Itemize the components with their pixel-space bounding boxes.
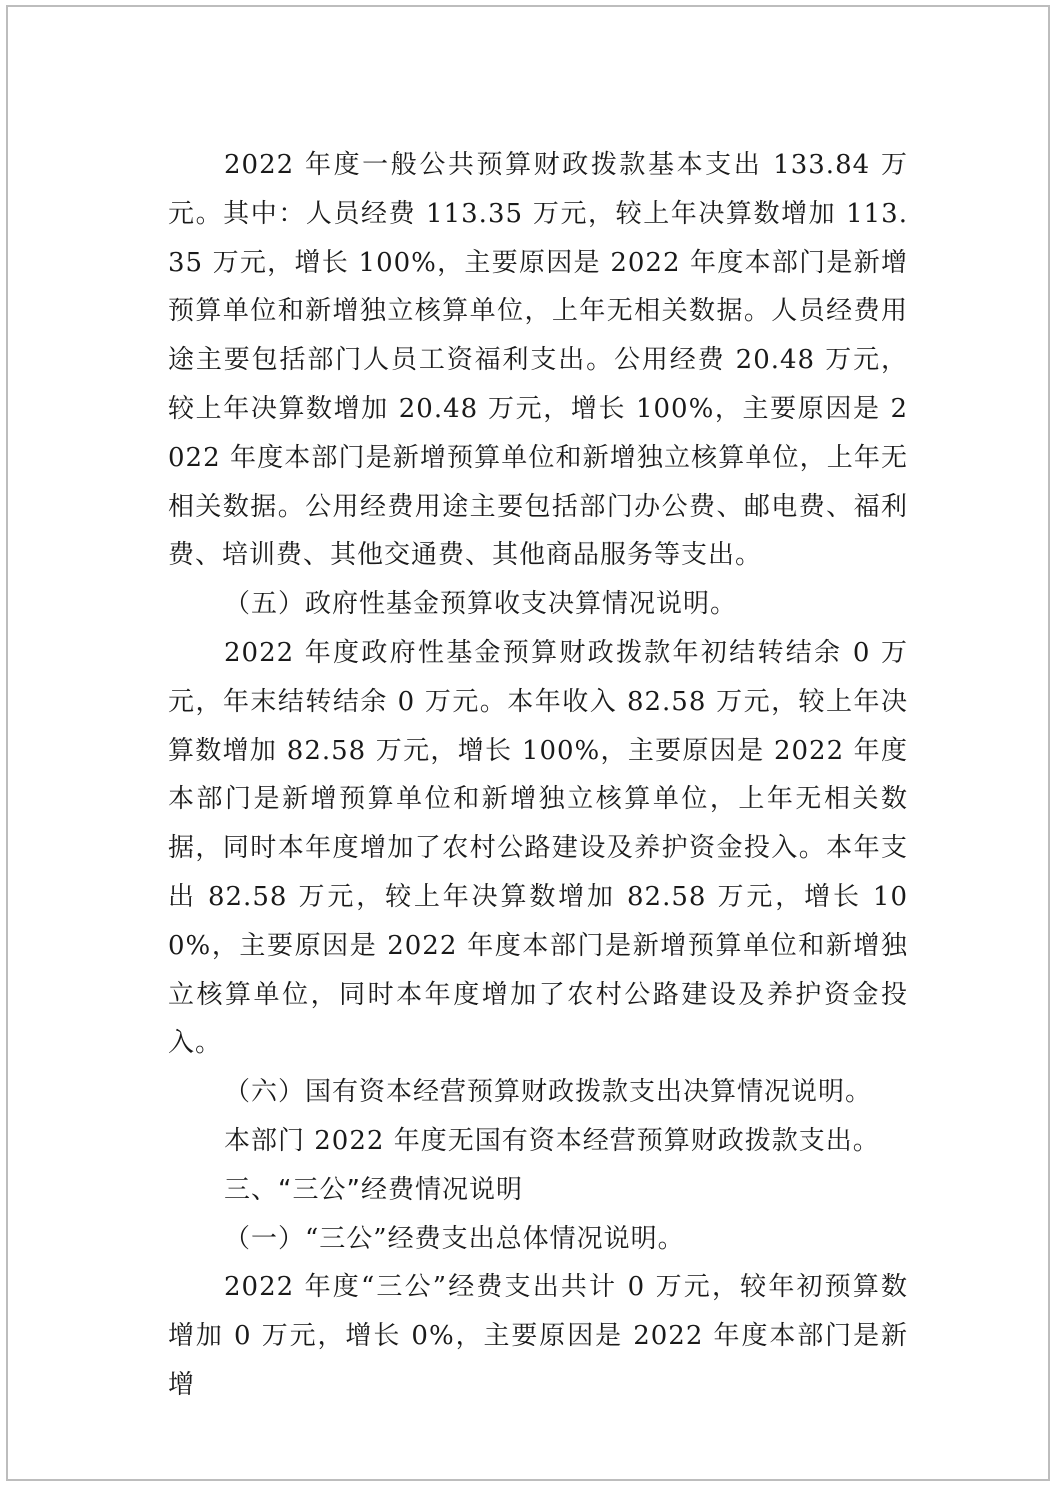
paragraph-state-capital: 本部门 2022 年度无国有资本经营预算财政拨款支出。 <box>224 1125 880 1156</box>
paragraph-three-public-overview: 2022 年度“三公”经费支出共计 0 万元，较年初预算数增加 0 万元，增长 0%，主要原因是 2022 年度本部门是新增 <box>168 1272 908 1400</box>
document-body <box>168 141 908 1410</box>
section-heading-government-fund: （五）政府性基金预算收支决算情况说明。 <box>224 589 738 620</box>
paragraph-government-fund: 2022 年度政府性基金预算财政拨款年初结转结余 0 万元，年末结转结余 0 万元。本年收入 82.58 万元，较上年决算数增加 82.58 万元，增长 100%，主要原因是 2022 年度本部门是新增预算单位和新增独立核算单位，上年无相关数据，同时本年度增加了农村公路建设及养护资金投入。本年支出 82.58 万元，较上年决算数增加 82.58 万元，增长 100%，主要原因是 2022 年度本部门是新增预算单位和新增独立核算单位，同时本年度增加了农村公路建设及养护资金投入。 <box>168 637 908 1059</box>
section-heading-three-public: 三、“三公”经费情况说明 <box>224 1174 523 1205</box>
section-heading-three-public-overview: （一）“三公”经费支出总体情况说明。 <box>224 1223 685 1254</box>
paragraph-basic-expenditure: 2022 年度一般公共预算财政拨款基本支出 133.84 万元。其中：人员经费 113.35 万元，较上年决算数增加 113.35 万元，增长 100%，主要原因是 2022 年度本部门是新增预算单位和新增独立核算单位，上年无相关数据。人员经费用途主要包括部门人员工资福利支出。公用经费 20.48 万元，较上年决算数增加 20.48 万元，增长 100%，主要原因是 2022 年度本部门是新增预算单位和新增独立核算单位，上年无相关数据。公用经费用途主要包括部门办公费、邮电费、福利费、培训费、其他交通费、其他商品服务等支出。 <box>168 150 908 571</box>
section-heading-state-capital: （六）国有资本经营预算财政拨款支出决算情况说明。 <box>224 1077 873 1108</box>
